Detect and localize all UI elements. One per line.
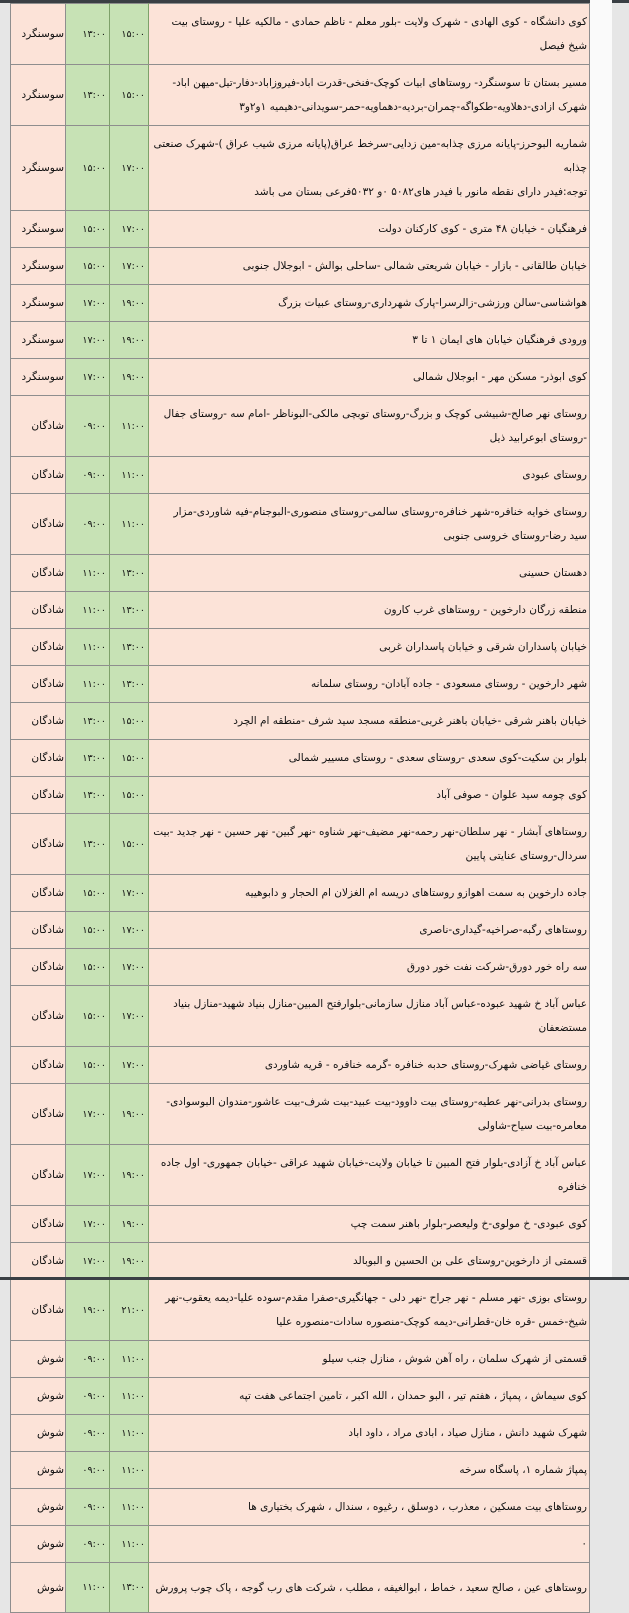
- table-row: [11, 65, 590, 126]
- end-time-cell: ۱۵:۰۰: [110, 740, 149, 777]
- city-cell: [11, 396, 66, 457]
- areas-cell: [149, 457, 590, 494]
- end-time-cell: ۱۱:۰۰: [110, 1526, 149, 1563]
- end-time-cell: ۱۳:۰۰: [110, 666, 149, 703]
- end-time-cell: ۱۹:۰۰: [110, 1145, 149, 1206]
- table-row: [11, 126, 590, 211]
- city-cell: [11, 814, 66, 875]
- start-time-cell: ۱۵:۰۰: [66, 1047, 110, 1084]
- areas-cell: [149, 1341, 590, 1378]
- end-time-cell: ۱۱:۰۰: [110, 1341, 149, 1378]
- areas-cell: [149, 875, 590, 912]
- city-cell: [11, 1243, 66, 1280]
- city-label: شادگان: [31, 518, 64, 530]
- areas-text: کوی چومه سید علوان - صوفی آباد: [436, 789, 587, 801]
- city-cell: [11, 65, 66, 126]
- start-time-cell: ۱۷:۰۰: [66, 1206, 110, 1243]
- areas-cell: [149, 666, 590, 703]
- end-time-cell: ۱۱:۰۰: [110, 457, 149, 494]
- city-label: سوسنگرد: [21, 371, 64, 383]
- start-time-cell: ۰۹:۰۰: [66, 457, 110, 494]
- city-cell: [11, 211, 66, 248]
- areas-cell: [149, 912, 590, 949]
- city-label: سوسنگرد: [21, 260, 64, 272]
- table-row: [11, 814, 590, 875]
- city-cell: [11, 359, 66, 396]
- table-row: [11, 912, 590, 949]
- city-cell: [11, 777, 66, 814]
- start-time-cell: ۱۵:۰۰: [66, 949, 110, 986]
- city-cell: [11, 1047, 66, 1084]
- table-row: [11, 285, 590, 322]
- city-label: شادگان: [31, 567, 64, 579]
- end-time-cell: ۱۳:۰۰: [110, 592, 149, 629]
- start-time-cell: ۱۳:۰۰: [66, 65, 110, 126]
- end-time-cell: ۱۹:۰۰: [110, 1084, 149, 1145]
- areas-text: ورودی فرهنگیان خیابان های ایمان ۱ تا ۳: [412, 334, 587, 346]
- areas-text: روستای عبودی: [522, 469, 587, 481]
- city-label: شادگان: [31, 1169, 64, 1181]
- city-cell: [11, 1206, 66, 1243]
- areas-cell: [149, 949, 590, 986]
- areas-cell: [149, 1415, 590, 1452]
- start-time-cell: ۱۱:۰۰: [66, 555, 110, 592]
- table-row: [11, 4, 590, 65]
- areas-text: بلوار بن سکیت-کوی سعدی -روستای سعدی - روستای مسییر شمالی: [288, 752, 587, 764]
- table-row: [11, 986, 590, 1047]
- areas-text: روستای غیاضی شهرک-روستای حدبه خنافره -گرمه خنافره - قریه شاوردی: [264, 1059, 587, 1071]
- city-cell: [11, 494, 66, 555]
- city-label: شادگان: [31, 1255, 64, 1267]
- areas-cell: [149, 211, 590, 248]
- start-time-cell: ۰۹:۰۰: [66, 1526, 110, 1563]
- end-time-cell: ۱۱:۰۰: [110, 494, 149, 555]
- start-time-cell: ۱۵:۰۰: [66, 211, 110, 248]
- city-label: شادگان: [31, 752, 64, 764]
- end-time-cell: ۱۹:۰۰: [110, 285, 149, 322]
- areas-text: روستای نهر صالح-شبیشی کوچک و بزرگ-روستای توبچی مالکی-البوناظر -امام سه -روستای جفال -روستای ابوعرابید ذیل: [163, 408, 587, 444]
- end-time-cell: ۱۵:۰۰: [110, 814, 149, 875]
- city-label: سوسنگرد: [21, 28, 64, 40]
- table-row: [11, 322, 590, 359]
- city-label: شوش: [36, 1390, 64, 1402]
- end-time-cell: ۱۷:۰۰: [110, 1047, 149, 1084]
- city-cell: [11, 592, 66, 629]
- start-time-cell: ۱۵:۰۰: [66, 986, 110, 1047]
- city-cell: [11, 457, 66, 494]
- end-time-cell: ۱۷:۰۰: [110, 248, 149, 285]
- table-row: [11, 875, 590, 912]
- areas-text: دهستان حسینی: [519, 567, 587, 579]
- city-label: سوسنگرد: [21, 334, 64, 346]
- table-row: [11, 666, 590, 703]
- table-row: [11, 396, 590, 457]
- areas-text: جاده دارخوین به سمت اهوازو روستاهای دریسه ام الغزلان ام الحجار و دابوهییه: [245, 887, 587, 899]
- city-label: شادگان: [31, 678, 64, 690]
- table-row: [11, 592, 590, 629]
- start-time-cell: ۱۳:۰۰: [66, 777, 110, 814]
- areas-cell: [149, 1243, 590, 1280]
- end-time-cell: ۱۷:۰۰: [110, 912, 149, 949]
- table-row: [11, 1280, 590, 1341]
- start-time-cell: ۱۳:۰۰: [66, 740, 110, 777]
- outage-schedule-table: [10, 3, 590, 1613]
- start-time-cell: ۰۹:۰۰: [66, 1452, 110, 1489]
- areas-text: پمپاژ شماره ۱، پاسگاه سرخه: [459, 1464, 587, 1476]
- city-label: شادگان: [31, 1010, 64, 1022]
- areas-cell: [149, 1526, 590, 1563]
- areas-cell: [149, 494, 590, 555]
- areas-text: کوی ابوذر- مسکن مهر - ابوجلال شمالی: [413, 371, 587, 383]
- end-time-cell: ۱۵:۰۰: [110, 65, 149, 126]
- areas-cell: [149, 555, 590, 592]
- table-row: [11, 1526, 590, 1563]
- end-time-cell: ۱۷:۰۰: [110, 949, 149, 986]
- city-label: شادگان: [31, 838, 64, 850]
- start-time-cell: ۱۷:۰۰: [66, 1145, 110, 1206]
- start-time-cell: ۱۷:۰۰: [66, 1243, 110, 1280]
- end-time-cell: ۱۱:۰۰: [110, 1378, 149, 1415]
- areas-cell: [149, 1452, 590, 1489]
- areas-cell: [149, 4, 590, 65]
- areas-text: کوی عبودی- خ مولوی-خ ولیعصر-بلوار باهنر سمت چپ: [350, 1218, 587, 1230]
- table-row: [11, 211, 590, 248]
- end-time-cell: ۲۱:۰۰: [110, 1280, 149, 1341]
- end-time-cell: ۱۳:۰۰: [110, 629, 149, 666]
- table-row: [11, 359, 590, 396]
- start-time-cell: ۰۹:۰۰: [66, 396, 110, 457]
- end-time-cell: ۱۷:۰۰: [110, 986, 149, 1047]
- areas-text: منطقه زرگان دارخوین - روستاهای غرب کارون: [383, 604, 587, 616]
- areas-text: هواشناسی-سالن ورزشی-زالرسرا-پارک شهرداری-روستای عبیات بزرگ: [278, 297, 587, 309]
- city-label: شادگان: [31, 1218, 64, 1230]
- start-time-cell: ۰۹:۰۰: [66, 1341, 110, 1378]
- areas-cell: [149, 1378, 590, 1415]
- areas-cell: [149, 126, 590, 211]
- city-cell: [11, 740, 66, 777]
- areas-cell: [149, 1084, 590, 1145]
- start-time-cell: ۱۷:۰۰: [66, 322, 110, 359]
- start-time-cell: ۱۷:۰۰: [66, 359, 110, 396]
- table-row: [11, 740, 590, 777]
- areas-cell: [149, 285, 590, 322]
- areas-cell: [149, 1047, 590, 1084]
- city-cell: [11, 875, 66, 912]
- start-time-cell: ۰۹:۰۰: [66, 1489, 110, 1526]
- areas-text: روستای بوزی -نهر مسلم - نهر جراح -نهر دلی - جهانگیری-صفرا مقدم-سوده علیا-دیمه یعقوب-نهر شیخ-خمس -قره خان-قطرانی-دیمه کوچک-منصوره سادات-منصوره علیا: [165, 1292, 587, 1328]
- city-label: شادگان: [31, 789, 64, 801]
- start-time-cell: ۱۹:۰۰: [66, 1280, 110, 1341]
- city-cell: [11, 126, 66, 211]
- city-cell: [11, 1145, 66, 1206]
- city-label: شادگان: [31, 1108, 64, 1120]
- end-time-cell: ۱۷:۰۰: [110, 875, 149, 912]
- end-time-cell: ۱۹:۰۰: [110, 1206, 149, 1243]
- outage-schedule-sheet: [10, 3, 590, 1613]
- areas-text: شهرک شهید دانش ، منازل صیاد ، ابادی مراد ، داود اباد: [348, 1427, 587, 1439]
- end-time-cell: ۱۳:۰۰: [110, 555, 149, 592]
- end-time-cell: ۱۹:۰۰: [110, 359, 149, 396]
- city-cell: [11, 322, 66, 359]
- start-time-cell: ۱۵:۰۰: [66, 875, 110, 912]
- table-row: [11, 1206, 590, 1243]
- start-time-cell: ۰۹:۰۰: [66, 494, 110, 555]
- start-time-cell: ۱۱:۰۰: [66, 592, 110, 629]
- start-time-cell: ۰۹:۰۰: [66, 1415, 110, 1452]
- table-row: [11, 1047, 590, 1084]
- city-label: شادگان: [31, 961, 64, 973]
- areas-text: روستاهای آبشار - نهر سلطان-نهر رحمه-نهر مضیف-نهر شناوه -نهر گبین- نهر حسین - نهر جدید -بیت سردال-روستای عنایتی پایین: [153, 826, 587, 862]
- table-row: [11, 949, 590, 986]
- end-time-cell: ۱۱:۰۰: [110, 1452, 149, 1489]
- city-label: شوش: [36, 1353, 64, 1365]
- table-row: [11, 1563, 590, 1613]
- city-cell: [11, 4, 66, 65]
- areas-text: قسمتی از دارخوین-روستای علی بن الحسین و البوبالد: [353, 1255, 587, 1267]
- city-cell: [11, 1280, 66, 1341]
- areas-text: ۰: [581, 1538, 587, 1550]
- table-body: [11, 4, 590, 1613]
- city-label: سوسنگرد: [21, 297, 64, 309]
- areas-cell: [149, 1145, 590, 1206]
- areas-text: شهر دارخوین - روستای مسعودی - جاده آبادان- روستای سلمانه: [310, 678, 587, 690]
- table-row: [11, 248, 590, 285]
- table-row: [11, 457, 590, 494]
- areas-cell: [149, 814, 590, 875]
- table-row: [11, 629, 590, 666]
- areas-text: روستاهای رگبه-صراخیه-گیداری-ناصری: [419, 924, 587, 936]
- areas-cell: [149, 396, 590, 457]
- start-time-cell: ۱۳:۰۰: [66, 703, 110, 740]
- city-cell: [11, 1378, 66, 1415]
- city-cell: [11, 912, 66, 949]
- end-time-cell: ۱۱:۰۰: [110, 1415, 149, 1452]
- table-row: [11, 1084, 590, 1145]
- areas-cell: [149, 703, 590, 740]
- city-label: سوسنگرد: [21, 89, 64, 101]
- areas-cell: [149, 592, 590, 629]
- city-label: شوش: [36, 1581, 64, 1594]
- table-row: [11, 1243, 590, 1280]
- table-row: [11, 777, 590, 814]
- areas-text: روستای بدرانی-نهر عطیه-روستای بیت داوود-بیت عبید-بیت شرف-بیت عاشور-مندوان البوسوادی-معامره-بیت سیاح-شاولی: [166, 1096, 587, 1132]
- end-time-cell: ۱۱:۰۰: [110, 396, 149, 457]
- city-label: سوسنگرد: [21, 162, 64, 174]
- table-row: [11, 494, 590, 555]
- city-label: شادگان: [31, 924, 64, 936]
- city-label: شوش: [36, 1464, 64, 1476]
- areas-cell: [149, 359, 590, 396]
- city-cell: [11, 1452, 66, 1489]
- areas-cell: [149, 986, 590, 1047]
- areas-cell: [149, 777, 590, 814]
- areas-text: شماریه البوحرز-پایانه مرزی چذابه-مین زدایی-سرخط عراق(پایانه مرزی شیب عراق )-شهرک صنعتی چذابه: [153, 138, 587, 174]
- start-time-cell: ۱۱:۰۰: [66, 1563, 110, 1613]
- city-cell: [11, 285, 66, 322]
- start-time-cell: ۱۵:۰۰: [66, 248, 110, 285]
- areas-text: سه راه خور دورق-شرکت نفت خور دورق: [406, 961, 587, 973]
- end-time-cell: ۱۹:۰۰: [110, 322, 149, 359]
- city-label: شادگان: [31, 1059, 64, 1071]
- start-time-cell: ۱۱:۰۰: [66, 666, 110, 703]
- city-label: شادگان: [31, 715, 64, 727]
- city-cell: [11, 1341, 66, 1378]
- table-row: [11, 1489, 590, 1526]
- city-cell: [11, 986, 66, 1047]
- areas-text: روستاهای عین ، صالح سعید ، خماط ، ابوالغیفه ، مطلب ، شرکت های رب گوجه ، پاک چوب پرورش: [155, 1581, 587, 1594]
- areas-text: کوی سیماش ، پمپاژ ، هفتم تیر ، البو حمدان ، الله اکبر ، تامین اجتماعی هفت تپه: [239, 1390, 587, 1402]
- table-row: [11, 1378, 590, 1415]
- city-label: شادگان: [31, 641, 64, 653]
- start-time-cell: ۱۱:۰۰: [66, 629, 110, 666]
- end-time-cell: ۱۷:۰۰: [110, 126, 149, 211]
- city-cell: [11, 703, 66, 740]
- areas-text: خیابان باهنر شرقی -خیابان باهنر غربی-منطقه مسجد سید شرف -منطقه ام الچرد: [233, 715, 587, 727]
- start-time-cell: ۱۳:۰۰: [66, 814, 110, 875]
- end-time-cell: ۱۹:۰۰: [110, 1243, 149, 1280]
- start-time-cell: ۱۵:۰۰: [66, 912, 110, 949]
- end-time-cell: ۱۷:۰۰: [110, 211, 149, 248]
- end-time-cell: ۱۵:۰۰: [110, 777, 149, 814]
- city-label: شادگان: [31, 887, 64, 899]
- city-label: شادگان: [31, 604, 64, 616]
- city-cell: [11, 1526, 66, 1563]
- areas-cell: [149, 1280, 590, 1341]
- city-cell: [11, 555, 66, 592]
- areas-cell: [149, 629, 590, 666]
- areas-text: قسمتی از شهرک سلمان ، راه آهن شوش ، منازل جنب سیلو: [322, 1353, 587, 1365]
- city-label: شوش: [36, 1427, 64, 1439]
- start-time-cell: ۱۳:۰۰: [66, 4, 110, 65]
- areas-text: کوی دانشگاه - کوی الهادی - شهرک ولایت -بلور معلم - ناظم حمادی - مالکیه علیا - روستای بیت شیخ فیصل: [171, 16, 587, 52]
- city-label: شوش: [36, 1538, 64, 1550]
- city-cell: [11, 1415, 66, 1452]
- areas-text: روستای خوایه خنافره-شهر خنافره-روستای سالمی-روستای منصوری-البوجنام-فیه شاوردی-مزار سید رضا-روستای خروسی جنوبی: [173, 506, 587, 542]
- start-time-cell: ۰۹:۰۰: [66, 1378, 110, 1415]
- city-label: شادگان: [31, 420, 64, 432]
- areas-text: مسیر بستان تا سوسنگرد- روستاهای ابیات کوچک-فنخی-قدرت اباد-فیروزاباد-دفار-تیل-میهن اباد-شهرک ازادی-دهلاویه-طکواگه-چمران-بردیه-دهماویه-حمر-سویدانی-دهیمیه ۱و۲و۳: [172, 77, 587, 113]
- table-row: [11, 1341, 590, 1378]
- city-label: سوسنگرد: [21, 223, 64, 235]
- areas-note: توجه:فیدر دارای نقطه مانور با فیدر های۵۰۸۲ ۰و ۵۰۳۲فرعی بستان می باشد: [254, 186, 587, 198]
- start-time-cell: ۱۷:۰۰: [66, 1084, 110, 1145]
- areas-cell: [149, 1489, 590, 1526]
- city-cell: [11, 666, 66, 703]
- areas-text: عباس آباد خ شهید عبوده-عباس آباد منازل سازمانی-بلوارفتح المبین-منازل بنیاد شهید-منازل بنیاد مستضعفان: [173, 998, 587, 1034]
- city-cell: [11, 629, 66, 666]
- city-cell: [11, 248, 66, 285]
- areas-text: روستاهای بیت مسکین ، معذرب ، دوسلق ، رغیوه ، سندال ، شهرک بختیاری ها: [248, 1501, 587, 1513]
- start-time-cell: ۱۵:۰۰: [66, 126, 110, 211]
- table-row: [11, 555, 590, 592]
- end-time-cell: ۱۳:۰۰: [110, 1563, 149, 1613]
- city-label: شوش: [36, 1501, 64, 1513]
- end-time-cell: ۱۵:۰۰: [110, 4, 149, 65]
- end-time-cell: ۱۵:۰۰: [110, 703, 149, 740]
- city-cell: [11, 1563, 66, 1613]
- areas-cell: [149, 322, 590, 359]
- city-label: شادگان: [31, 469, 64, 481]
- areas-cell: [149, 65, 590, 126]
- right-margin: [590, 0, 612, 1280]
- areas-cell: [149, 740, 590, 777]
- city-label: شادگان: [31, 1304, 64, 1316]
- table-row: [11, 1145, 590, 1206]
- areas-cell: [149, 248, 590, 285]
- table-row: [11, 1452, 590, 1489]
- city-cell: [11, 1489, 66, 1526]
- start-time-cell: ۱۷:۰۰: [66, 285, 110, 322]
- table-row: [11, 703, 590, 740]
- areas-text: خیابان طالقانی - بازار - خیابان شریعتی شمالی -ساحلی بوالش - ابوجلال جنوبی: [242, 260, 587, 272]
- areas-text: فرهنگیان - خیابان ۴۸ متری - کوی کارکنان دولت: [378, 223, 587, 235]
- areas-text: خیابان پاسداران شرقی و خیابان پاسداران غربی: [379, 641, 587, 653]
- areas-cell: [149, 1563, 590, 1613]
- areas-text: عباس آباد خ آزادی-بلوار فتح المبین تا خیابان ولایت-خیابان شهید عراقی -خیابان جمهوری- اول جاده خنافره: [160, 1157, 587, 1193]
- city-cell: [11, 949, 66, 986]
- end-time-cell: ۱۱:۰۰: [110, 1489, 149, 1526]
- areas-cell: [149, 1206, 590, 1243]
- table-row: [11, 1415, 590, 1452]
- city-cell: [11, 1084, 66, 1145]
